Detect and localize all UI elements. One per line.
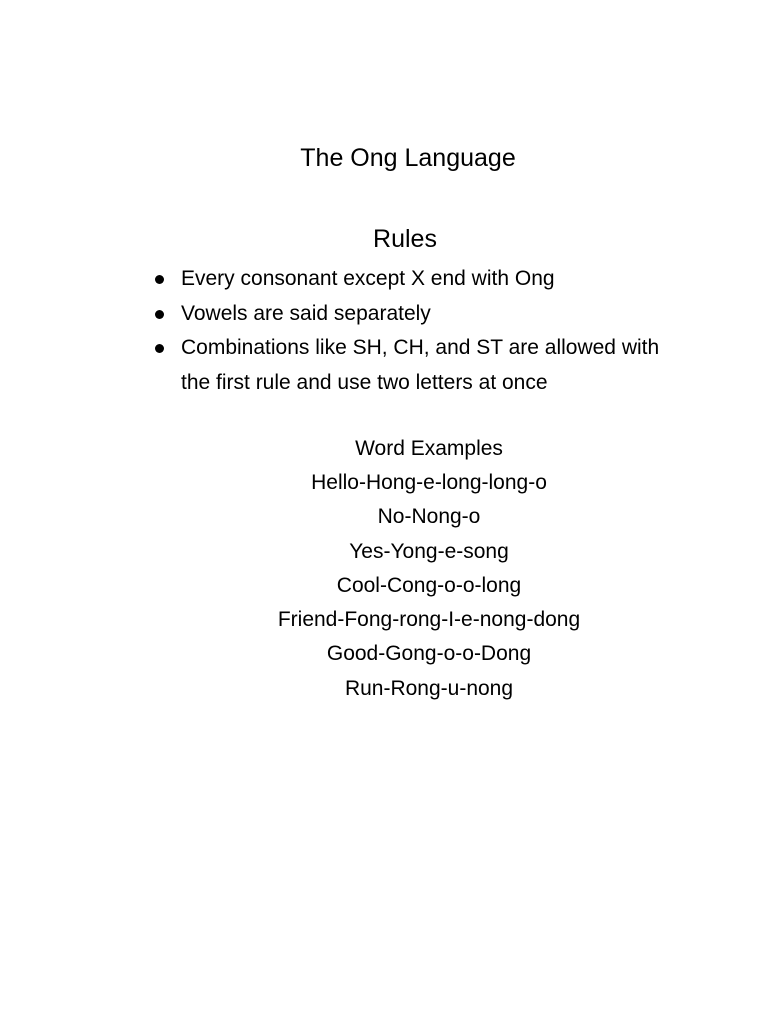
example-item: Good-Gong-o-o-Dong: [326, 642, 532, 666]
example-item: Hello-Hong-e-long-long-o: [311, 471, 547, 494]
rule-text: Combinations like SH, CH, and ST are allowed with the first rule and use two letters at once: [181, 336, 660, 394]
example-item: No-Nong-o: [377, 505, 481, 529]
rule-text: Vowels are said separately: [181, 301, 431, 325]
example-item: Cool-Cong-o-o-long: [336, 573, 522, 597]
examples-heading: Word Examples: [355, 437, 503, 460]
rule-text: Every consonant except X end with Ong: [181, 267, 555, 290]
rule-item: [152, 297, 672, 332]
rules-heading: Rules: [373, 225, 437, 253]
bullet-icon: [155, 310, 164, 319]
rule-item: [152, 331, 672, 400]
example-item: Run-Rong-u-nong: [344, 676, 514, 700]
rules-list: [152, 262, 672, 400]
example-item: Yes-Yong-e-song: [349, 539, 509, 563]
rule-item: [152, 262, 672, 297]
example-item: Friend-Fong-rong-I-e-nong-dong: [277, 608, 581, 632]
examples-list: [0, 466, 768, 706]
bullet-icon: [155, 275, 164, 284]
bullet-icon: [155, 344, 164, 353]
document-title: The Ong Language: [300, 144, 516, 172]
